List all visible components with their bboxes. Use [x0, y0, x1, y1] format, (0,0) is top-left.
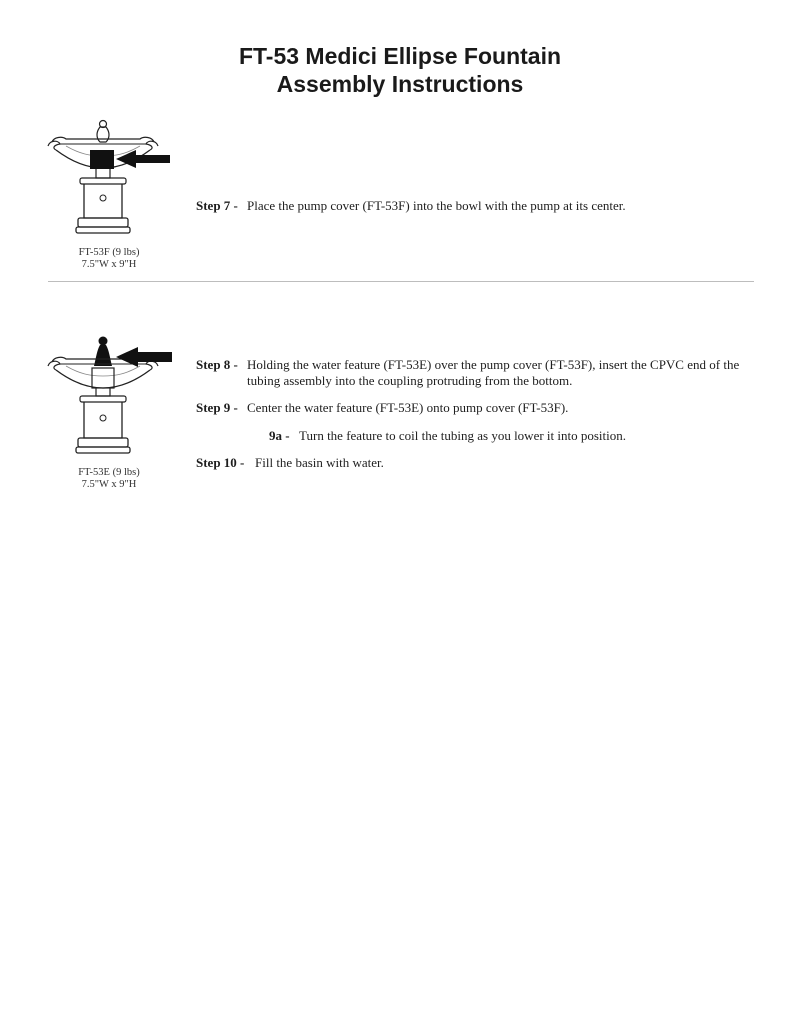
figure-caption-dimensions: 7.5"W x 9"H	[81, 259, 137, 270]
section-divider	[48, 281, 754, 282]
step-text: Holding the water feature (FT-53E) over the pump cover (FT-53F), insert the CPVC end of the tubing assembly into the coupling protruding from the bottom.	[247, 357, 740, 388]
step-label: Step 7 -	[196, 198, 238, 213]
figure-caption	[44, 467, 174, 491]
fountain-pump-cover-illustration-icon	[44, 112, 174, 248]
figure-caption	[44, 247, 174, 271]
figure-caption-weight: FT-53F (9 lbs)	[78, 247, 140, 258]
step-text: Place the pump cover (FT-53F) into the bowl with the pump at its center.	[247, 198, 626, 213]
step-text: Fill the basin with water.	[255, 455, 384, 470]
page-title: FT-53 Medici Ellipse Fountain	[238, 43, 562, 69]
step-label: Step 10 -	[196, 455, 245, 470]
step-label: Step 8 -	[196, 357, 238, 372]
page-subtitle: Assembly Instructions	[276, 71, 524, 97]
step-text: Center the water feature (FT-53E) onto pump cover (FT-53F).	[247, 400, 569, 415]
step-label: 9a -	[269, 428, 290, 443]
step-text: Turn the feature to coil the tubing as you lower it into position.	[299, 428, 627, 443]
header	[0, 42, 800, 98]
figure-caption-weight: FT-53E (9 lbs)	[78, 467, 140, 478]
step-8	[196, 357, 756, 391]
figure-caption-dimensions: 7.5"W x 9"H	[81, 479, 137, 490]
fountain-water-feature-illustration-icon	[44, 330, 174, 466]
step-label: Step 9 -	[196, 400, 238, 415]
